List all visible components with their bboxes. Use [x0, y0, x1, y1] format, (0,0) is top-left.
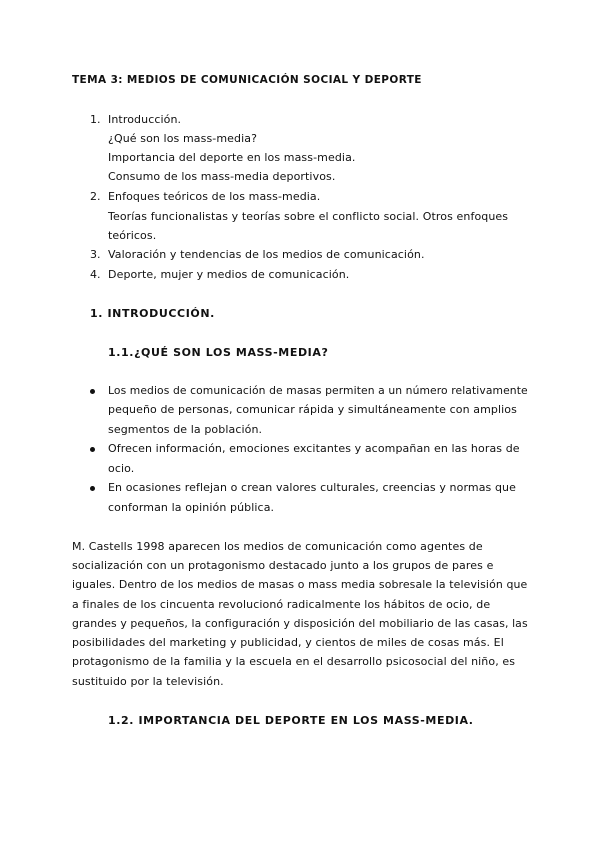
toc-item-1-line-3: Importancia del deporte en los mass-media.	[108, 151, 356, 164]
bullet-dot-3	[90, 486, 95, 491]
document-title: TEMA 3: MEDIOS DE COMUNICACIÓN SOCIAL Y DEPORTE	[72, 74, 422, 86]
toc-number-4: 4.	[90, 268, 101, 281]
bullet-dot-1	[90, 389, 95, 394]
paragraph-line-5: grandes y pequeños, la configuración y disposición del mobiliario de las casas, las	[72, 617, 528, 630]
toc-item-3-line-1: Valoración y tendencias de los medios de comunicación.	[108, 248, 425, 261]
bullet-2-line-1: Ofrecen información, emociones excitantes y acompañan en las horas de	[108, 442, 520, 455]
paragraph-line-1: M. Castells 1998 aparecen los medios de comunicación como agentes de	[72, 540, 483, 553]
bullet-1-line-1: Los medios de comunicación de masas permiten a un número relativamente	[108, 384, 528, 397]
bullet-3-line-1: En ocasiones reflejan o crean valores culturales, creencias y normas que	[108, 481, 516, 494]
bullet-2-line-2: ocio.	[108, 462, 135, 475]
toc-number-1: 1.	[90, 113, 101, 126]
paragraph-line-7: protagonismo de la familia y la escuela en el desarrollo psicosocial del niño, es	[72, 655, 516, 668]
paragraph-line-2: socialización con un protagonismo destacado junto a los grupos de pares e	[72, 559, 494, 572]
paragraph-line-6: posibilidades del marketing y publicidad, y cientos de miles de cosas más. El	[72, 636, 504, 649]
section-heading-importancia: 1.2. IMPORTANCIA DEL DEPORTE EN LOS MASS-MEDIA.	[108, 714, 474, 727]
bullet-3-line-2: conforman la opinión pública.	[108, 501, 275, 514]
toc-number-3: 3.	[90, 248, 101, 261]
paragraph-line-4: a finales de los cincuenta revolucionó radicalmente los hábitos de ocio, de	[72, 598, 491, 611]
bullet-1-line-3: segmentos de la población.	[108, 423, 263, 436]
bullet-1-line-2: pequeño de personas, comunicar rápida y simultáneamente con amplios	[108, 403, 517, 416]
section-heading-que-son: 1.1.¿QUÉ SON LOS MASS-MEDIA?	[108, 346, 329, 359]
toc-item-2-line-3: teóricos.	[108, 229, 157, 242]
toc-item-1-line-2: ¿Qué son los mass-media?	[108, 132, 258, 145]
toc-item-1-line-4: Consumo de los mass-media deportivos.	[108, 170, 336, 183]
paragraph-line-3: iguales. Dentro de los medios de masas o mass media sobresale la televisión que	[72, 578, 528, 591]
paragraph-line-8: sustituido por la televisión.	[72, 675, 224, 688]
toc-item-2-line-2: Teorías funcionalistas y teorías sobre el conflicto social. Otros enfoques	[108, 210, 509, 223]
toc-item-4-line-1: Deporte, mujer y medios de comunicación.	[108, 268, 350, 281]
toc-item-1-line-1: Introducción.	[108, 113, 182, 126]
bullet-dot-2	[90, 447, 95, 452]
section-heading-introduccion: 1. INTRODUCCIÓN.	[90, 307, 215, 320]
toc-number-2: 2.	[90, 190, 101, 203]
toc-item-2-line-1: Enfoques teóricos de los mass-media.	[108, 190, 321, 203]
